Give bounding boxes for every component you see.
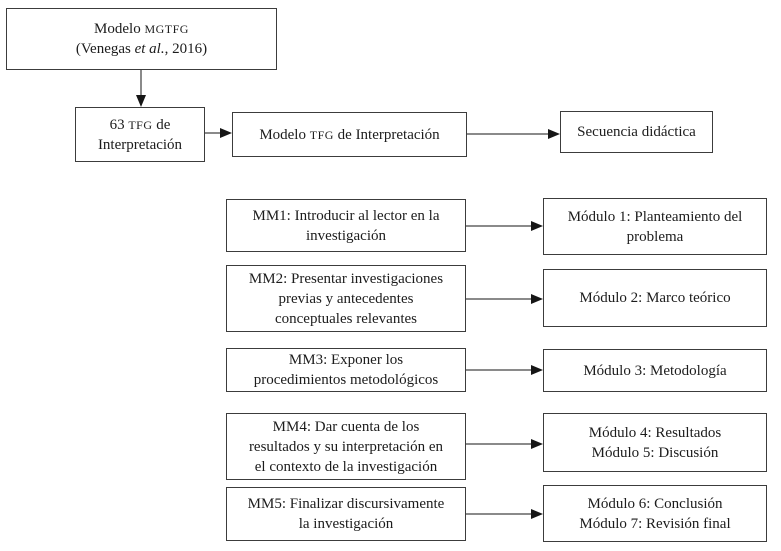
mm3-line: MM3: Exponer los bbox=[288, 352, 404, 368]
modulo-4-line: Módulo 4: Resultados bbox=[588, 424, 722, 441]
mm3-line: procedimientos metodológicos bbox=[253, 372, 439, 388]
text-segment-smallcaps: TFG bbox=[128, 117, 153, 132]
arrow-shaft bbox=[466, 370, 534, 371]
arrow-right-mm5-to-modulo6-7 bbox=[466, 508, 543, 520]
arrow-right-63tfg-to-modelo bbox=[205, 127, 232, 139]
mm2-line: MM2: Presentar investigaciones bbox=[248, 270, 444, 287]
text-segment: Modelo bbox=[259, 126, 310, 143]
mm5-line: MM5: Finalizar discursivamente bbox=[247, 496, 445, 512]
modulo-1-line: Módulo 1: Planteamiento del bbox=[567, 208, 743, 225]
box-modelo-mgtfg bbox=[6, 8, 277, 70]
box-modelo-tfg-label bbox=[259, 125, 439, 145]
box-modulo-3 bbox=[543, 349, 767, 392]
box-secuencia-didactica bbox=[560, 111, 713, 153]
box-modulo-1 bbox=[543, 198, 767, 255]
box-modelo-mgtfg-line1 bbox=[94, 19, 189, 39]
arrow-shaft bbox=[467, 134, 551, 135]
arrow-shaft bbox=[466, 444, 534, 445]
arrow-right-modelo-to-secuencia bbox=[467, 128, 560, 140]
arrow-right-mm4-to-modulo4-5 bbox=[466, 438, 543, 450]
box-modelo-mgtfg-line2 bbox=[76, 39, 207, 59]
text-segment-smallcaps: MGTFG bbox=[144, 22, 189, 36]
modulo-3-line: Módulo 3: Metodología bbox=[583, 362, 727, 379]
arrow-head-right-icon bbox=[531, 365, 543, 375]
arrow-shaft bbox=[466, 226, 534, 227]
box-modelo-tfg-interpretacion bbox=[232, 112, 467, 157]
box-modulo-2 bbox=[543, 269, 767, 327]
text-segment-italic: et al. bbox=[134, 41, 165, 57]
arrow-shaft bbox=[141, 70, 142, 98]
text-segment: Modelo bbox=[94, 21, 145, 37]
box-mm2 bbox=[226, 265, 466, 332]
mm5-line: la investigación bbox=[298, 516, 394, 532]
arrow-head-right-icon bbox=[220, 128, 232, 138]
text-segment: , 2016) bbox=[164, 41, 208, 57]
mm4-line: MM4: Dar cuenta de los bbox=[272, 418, 420, 435]
arrow-head-right-icon bbox=[548, 129, 560, 139]
box-mm4 bbox=[226, 413, 466, 480]
arrow-head-right-icon bbox=[531, 221, 543, 231]
box-modulo-6-7 bbox=[543, 485, 767, 542]
text-segment: de Interpretación bbox=[333, 126, 440, 143]
arrow-right-mm3-to-modulo3 bbox=[466, 364, 543, 376]
arrow-head-right-icon bbox=[531, 439, 543, 449]
box-63-tfg-label bbox=[82, 115, 198, 155]
mm4-line: resultados y su interpretación en bbox=[248, 438, 444, 455]
mm1-line: investigación bbox=[306, 227, 386, 244]
arrow-right-mm1-to-modulo1 bbox=[466, 220, 543, 232]
text-segment: 63 bbox=[109, 116, 129, 133]
modulo-2-line: Módulo 2: Marco teórico bbox=[579, 290, 731, 306]
mm1-line: MM1: Introducir al lector en la bbox=[252, 207, 440, 224]
arrow-shaft bbox=[466, 514, 534, 515]
arrow-head-down-icon bbox=[136, 95, 146, 107]
modulo-1-line: problema bbox=[626, 228, 684, 245]
text-segment: (Venegas bbox=[75, 41, 135, 57]
modulo-5-line: Módulo 5: Discusión bbox=[591, 444, 719, 461]
arrow-head-right-icon bbox=[531, 509, 543, 519]
mm4-line: el contexto de la investigación bbox=[254, 458, 438, 475]
box-63-tfg bbox=[75, 107, 205, 162]
box-secuencia-label: Secuencia didáctica bbox=[577, 124, 696, 140]
box-modulo-4-5 bbox=[543, 413, 767, 472]
arrow-head-right-icon bbox=[531, 294, 543, 304]
box-mm3 bbox=[226, 348, 466, 392]
modulo-6-line: Módulo 6: Conclusión bbox=[587, 495, 723, 512]
text-segment: de Interpretación bbox=[97, 116, 183, 153]
arrow-down-mgtfg-to-63tfg bbox=[135, 70, 147, 107]
box-mm5 bbox=[226, 487, 466, 541]
modulo-7-line: Módulo 7: Revisión final bbox=[579, 515, 731, 532]
mm2-line: previas y antecedentes bbox=[278, 290, 414, 307]
mm2-line: conceptuales relevantes bbox=[274, 310, 417, 327]
arrow-shaft bbox=[466, 299, 534, 300]
text-segment-smallcaps: TFG bbox=[309, 127, 334, 142]
box-mm1 bbox=[226, 199, 466, 252]
arrow-right-mm2-to-modulo2 bbox=[466, 293, 543, 305]
